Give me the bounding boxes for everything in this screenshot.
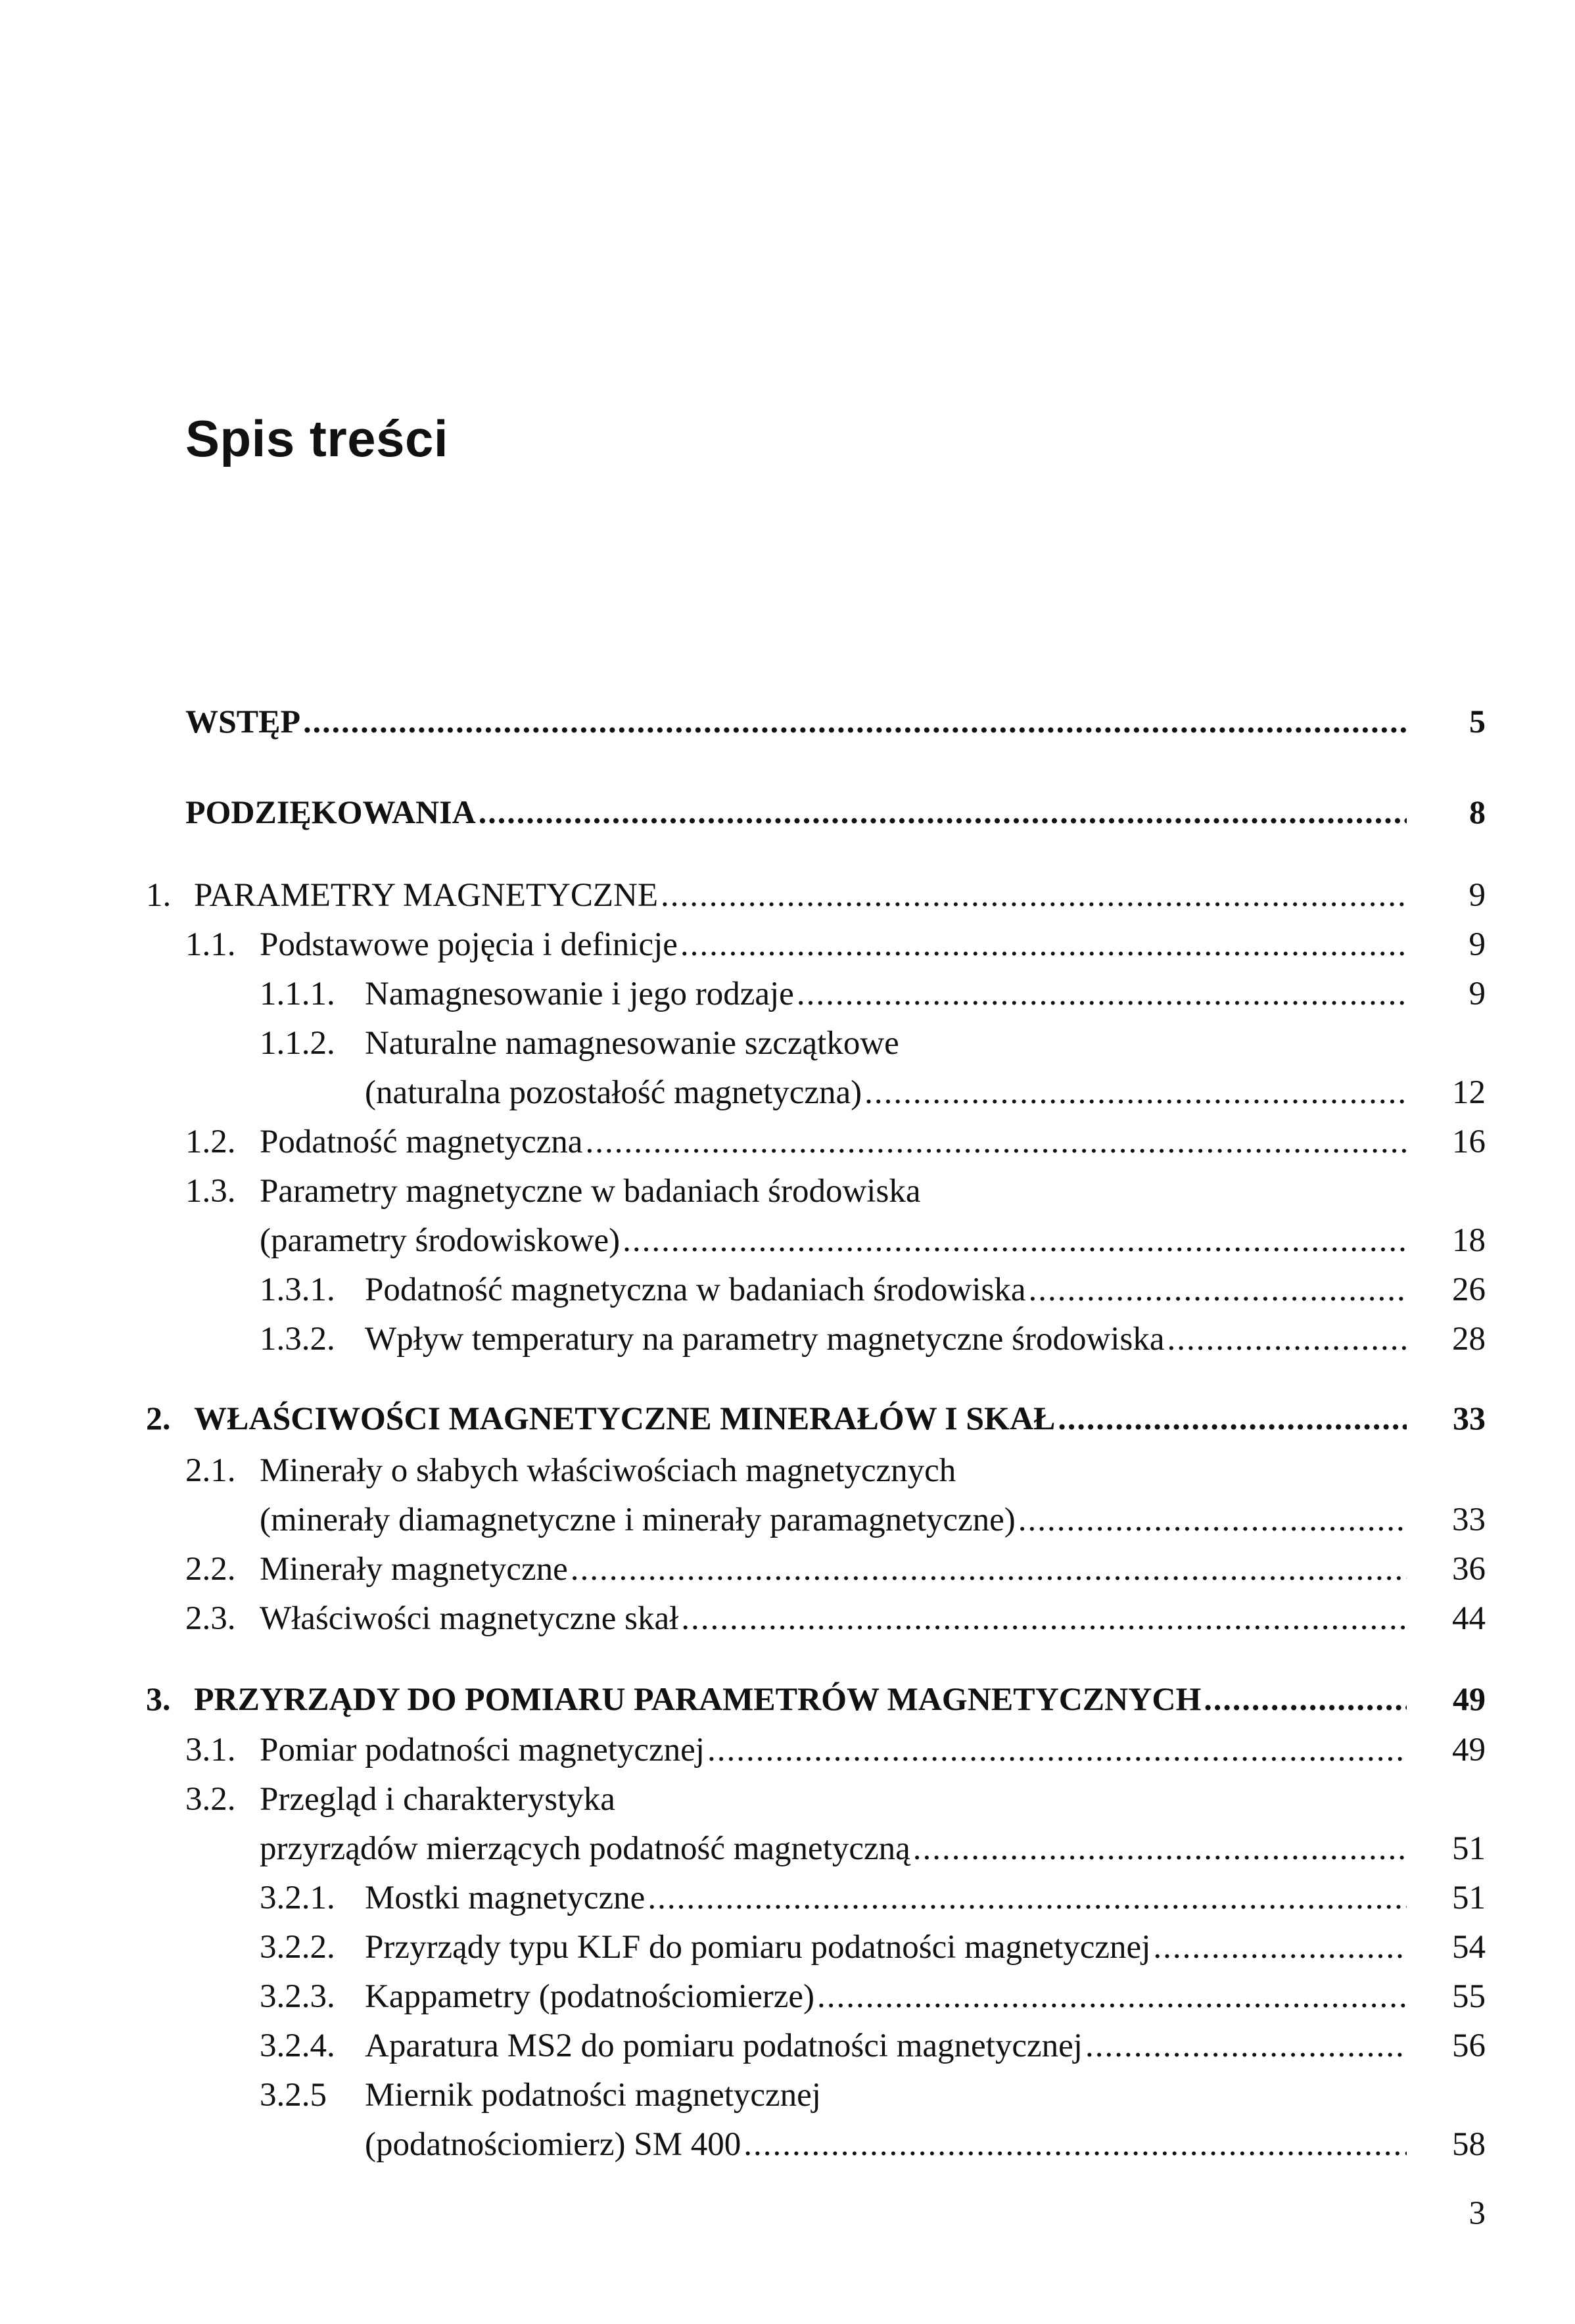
toc-entry [0,2022,1575,2070]
toc-entry-title: Podstawowe pojęcia i definicje [260,926,678,963]
toc-entry-page: 55 [1452,1978,1486,2015]
toc-entry-page: 56 [1452,2028,1486,2064]
toc-entry-page: 44 [1452,1600,1486,1637]
dot-leader [681,1594,1407,1643]
toc-entry-number: 3.2.1. [260,1880,335,1916]
toc-entry-number: 1.1.2. [260,1025,335,1062]
toc-entry-title: Kappametry (podatnościomierze) [365,1978,814,2015]
toc-entry-number: 1.1. [185,926,236,963]
toc-entry-title: (podatnościomierz) SM 400 [365,2126,741,2163]
toc-entry-number: 1. [146,877,172,914]
toc-entry-title: WSTĘP [185,703,301,740]
toc-entry-title: Namagnesowanie i jego rodzaje [365,976,794,1012]
toc-entry-title: Właściwości magnetyczne skał [260,1600,679,1637]
toc-entry [0,697,1575,746]
toc-entry-title: PRZYRZĄDY DO POMIARU PARAMETRÓW MAGNETYCZNYCH [194,1680,1202,1717]
dot-leader [1167,1315,1407,1364]
toc-entry-title: Mostki magnetyczne [365,1880,646,1916]
dot-leader [1085,2022,1407,2070]
toc-entry-page: 26 [1452,1271,1486,1308]
toc-entry [0,1216,1575,1265]
toc-entry [0,1068,1575,1117]
toc-entry [0,1446,1575,1495]
toc-entry-page: 51 [1452,1830,1486,1867]
toc-entry-number: 3.2.2. [260,1929,335,1966]
toc-entry-title: Naturalne namagnesowanie szczątkowe [365,1025,899,1062]
toc-entry-title: WŁAŚCIWOŚCI MAGNETYCZNE MINERAŁÓW I SKAŁ [194,1400,1056,1436]
toc-entry-page: 16 [1452,1124,1486,1160]
toc-entry [0,1019,1575,1068]
dot-leader [1029,1266,1407,1314]
page-title: Spis treści [185,410,449,467]
toc-entry-page: 28 [1452,1321,1486,1358]
toc-entry [0,1923,1575,1972]
dot-leader [817,1972,1407,2021]
toc-entry [0,1824,1575,1873]
toc-entry-page: 33 [1452,1502,1486,1538]
toc-entry-title: PARAMETRY MAGNETYCZNE [194,877,659,914]
toc-entry-title: Pomiar podatności magnetycznej [260,1732,705,1768]
toc-entry [0,1167,1575,1216]
dot-leader [661,871,1407,920]
toc-entry-page: 5 [1469,703,1486,740]
toc-entry-page: 49 [1452,1732,1486,1768]
dot-leader [864,1068,1407,1117]
toc-entry-page: 36 [1452,1551,1486,1588]
toc-entry-number: 1.2. [185,1124,236,1160]
toc-entry-title: przyrządów mierzących podatność magnetyczną [260,1830,910,1867]
dot-leader [743,2120,1407,2169]
toc-entry-number: 1.1.1. [260,976,335,1012]
toc-entry-number: 3.2. [185,1781,236,1818]
dot-leader [707,1726,1407,1774]
toc-entry [0,788,1575,836]
dot-leader [585,1118,1407,1166]
toc-entry-number: 3. [146,1680,171,1717]
dot-leader [1204,1674,1407,1723]
toc-entry-title: (parametry środowiskowe) [260,1222,621,1259]
toc-entry-title: Przyrządy typu KLF do pomiaru podatności magnetycznej [365,1929,1151,1966]
toc-entry-number: 3.2.3. [260,1978,335,2015]
toc-entry-title: Miernik podatności magnetycznej [365,2077,821,2114]
toc-entry [0,1726,1575,1774]
toc-entry-number: 2.1. [185,1452,236,1489]
toc-entry-number: 2.2. [185,1551,236,1588]
toc-entry-page: 33 [1453,1400,1486,1436]
dot-leader [680,920,1407,969]
toc-entry-page: 9 [1469,976,1486,1012]
toc-entry [0,1594,1575,1643]
toc-entry-page: 51 [1452,1880,1486,1916]
dot-leader [647,1874,1407,1922]
toc-entry [0,970,1575,1018]
toc-entry-page: 9 [1469,877,1486,914]
page-number: 3 [1469,2195,1486,2232]
toc-entry [0,1315,1575,1364]
toc-entry-number: 1.3. [185,1173,236,1210]
toc-entry [0,1874,1575,1922]
toc-entry-number: 3.2.5 [260,2077,327,2114]
toc-entry [0,1775,1575,1824]
toc-entry-number: 2. [146,1400,171,1436]
dot-leader [623,1216,1407,1265]
toc-entry [0,1266,1575,1314]
toc-entry-title: PODZIĘKOWANIA [185,794,476,830]
toc-entry-number: 2.3. [185,1600,236,1637]
toc-entry-number: 3.2.4. [260,2028,335,2064]
toc-entry-page: 58 [1452,2126,1486,2163]
toc-entry-page: 54 [1452,1929,1486,1966]
toc-entry-title: (minerały diamagnetyczne i minerały paramagnetyczne) [260,1502,1016,1538]
toc-entry [0,2071,1575,2120]
toc-entry-page: 9 [1469,926,1486,963]
toc-entry [0,1118,1575,1166]
dot-leader [913,1824,1407,1873]
toc-entry-title: Wpływ temperatury na parametry magnetyczne środowiska [365,1321,1165,1358]
toc-entry [0,1496,1575,1544]
dot-leader [571,1545,1407,1594]
toc-entry [0,1545,1575,1594]
toc-entry [0,871,1575,920]
dot-leader [479,788,1407,836]
toc-entry-number: 1.3.2. [260,1321,335,1358]
toc-entry [0,1972,1575,2021]
toc-entry-title: Aparatura MS2 do pomiaru podatności magnetycznej [365,2028,1083,2064]
toc-entry-title: (naturalna pozostałość magnetyczna) [365,1074,862,1111]
toc-entry-page: 49 [1453,1680,1486,1717]
dot-leader [797,970,1407,1018]
toc-entry-page: 18 [1452,1222,1486,1259]
toc-entry-page: 12 [1452,1074,1486,1111]
toc-entry-title: Przegląd i charakterystyka [260,1781,615,1818]
toc-entry-page: 8 [1469,794,1486,830]
dot-leader [1018,1496,1407,1544]
toc-entry-title: Podatność magnetyczna w badaniach środowiska [365,1271,1026,1308]
toc-entry-title: Podatność magnetyczna [260,1124,583,1160]
toc-entry [0,2120,1575,2169]
dot-leader [1058,1394,1407,1442]
toc-entry-title: Minerały o słabych właściwościach magnetycznych [260,1452,956,1489]
toc-entry-number: 1.3.1. [260,1271,335,1308]
toc-entry-number: 3.1. [185,1732,236,1768]
toc-entry [0,1394,1575,1442]
toc-entry-title: Parametry magnetyczne w badaniach środowiska [260,1173,921,1210]
dot-leader [1153,1923,1407,1972]
toc-entry-title: Minerały magnetyczne [260,1551,568,1588]
toc-entry [0,1674,1575,1723]
toc-entry [0,920,1575,969]
dot-leader [303,697,1407,746]
